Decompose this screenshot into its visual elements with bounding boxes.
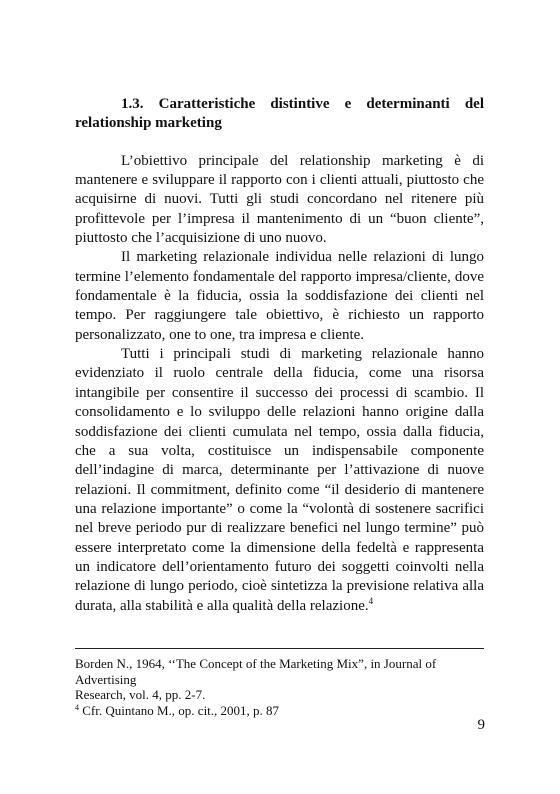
footnote-continuation-end: Research, vol. 4, pp. 2-7. <box>75 687 206 703</box>
page-number: 9 <box>477 717 485 733</box>
footnote-reference: 4 <box>368 595 374 606</box>
paragraph: Il marketing relazionale individua nelle relazioni di lungo termine l’elemento fondamentale del rapporto impresa/cliente, dove fondamentale è la fiducia, ossia la soddisfazione dei clienti nel tempo. Per raggiungere tale obiettivo, è richiesto un rapporto personalizzato, one to one, tra impresa e cliente. <box>75 249 484 343</box>
main-text-block <box>75 95 484 616</box>
footnote-4 <box>75 703 484 719</box>
footnote-marker: 4 <box>75 702 79 712</box>
paragraph-text: Tutti i principali studi di marketing relazionale hanno evidenziato il ruolo centrale della fiducia, come una risorsa intangibile per consentire il successo dei processi di scambio. Il consolidamento e lo sviluppo delle relazioni hanno origine dalla soddisfazione dei clienti cumulata nel tempo, ossia dalla fiducia, che a sua volta, costituisce un indispensabile componente dell’indagine di marca, determinante per l’attivazione di nuove relazioni. Il commitment, definito come “il desiderio di mantenere una relazione importante” o come la “volontà di sostenere sacrifici nel breve periodo pur di realizzare benefici nel lungo termine” può essere interpretato come la dimensione della fedeltà e rappresenta un indicatore dell’orientamento futuro dei soggetti coinvolti nella relazione di lungo periodo, cioè sintetizza la previsione relativa alla durata, alla stabilità e alla qualità della relazione. <box>75 346 484 614</box>
footnote-text: Cfr. Quintano M., op. cit., 2001, p. 87 <box>79 702 280 718</box>
paragraph: L’obiettivo principale del relationship marketing è di mantenere e sviluppare il rapporto con i clienti attuali, piuttosto che acquisirne di nuovi. Tutti gli studi concordano nel ritenere più profittevole per l’impresa il mantenimento di un “buon cliente”, piuttosto che l’acquisizione di uno nuovo. <box>75 152 484 247</box>
footnote-divider <box>75 648 484 649</box>
section-heading: 1.3. Caratteristiche distintive e determinanti del relationship marketing <box>75 96 484 132</box>
footnotes-area <box>75 656 484 718</box>
paragraph-with-footnote <box>75 345 484 616</box>
footnote-continuation: Borden N., 1964, ‘‘The Concept of the Marketing Mix”, in Journal of Advertising <box>75 656 437 687</box>
